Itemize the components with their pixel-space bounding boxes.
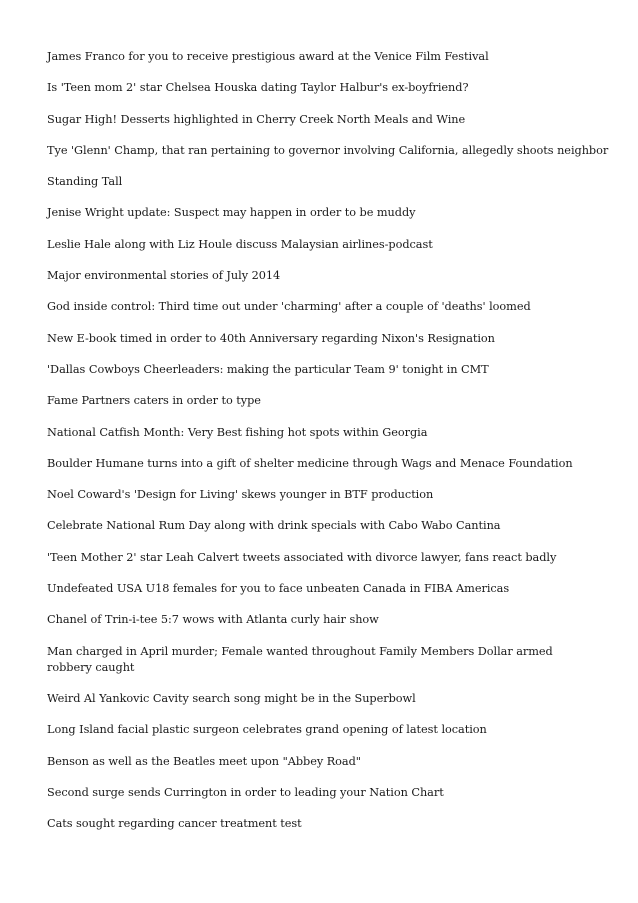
headline-item: Sugar High! Desserts highlighted in Cherry Creek North Meals and Wine (47, 112, 466, 126)
headline-item: Man charged in April murder; Female wanted throughout Family Members Dollar armed robbery caught (47, 644, 553, 674)
headline-item: Major environmental stories of July 2014 (47, 269, 281, 283)
headline-item: Is 'Teen mom 2' star Chelsea Houska dating Taylor Halbur's ex-boyfriend? (47, 81, 469, 95)
headline-item: Boulder Humane turns into a gift of shelter medicine through Wags and Menace Foundation (47, 456, 573, 470)
headline-list (47, 49, 609, 847)
headline-item: Fame Partners caters in order to type (47, 394, 261, 408)
headline-item: Long Island facial plastic surgeon celebrates grand opening of latest location (47, 723, 487, 737)
headline-item: Noel Coward's 'Design for Living' skews younger in BTF production (47, 488, 434, 502)
headline-item: Benson as well as the Beatles meet upon "Abbey Road" (47, 754, 361, 768)
headline-item: Weird Al Yankovic Cavity search song might be in the Superbowl (47, 691, 416, 705)
headline-item: Celebrate National Rum Day along with drink specials with Cabo Wabo Cantina (47, 519, 501, 533)
headline-item: Second surge sends Currington in order to leading your Nation Chart (47, 785, 444, 799)
headline-item: James Franco for you to receive prestigious award at the Venice Film Festival (47, 50, 489, 63)
headline-item: Cats sought regarding cancer treatment test (47, 817, 302, 831)
headline-item: Undefeated USA U18 females for you to face unbeaten Canada in FIBA Americas (47, 582, 510, 596)
headline-item: Chanel of Trin-i-tee 5:7 wows with Atlanta curly hair show (47, 613, 379, 627)
headline-item: 'Teen Mother 2' star Leah Calvert tweets associated with divorce lawyer, fans react badly (47, 550, 557, 564)
headline-item: Standing Tall (47, 175, 123, 189)
headline-item: National Catfish Month: Very Best fishing hot spots within Georgia (47, 425, 428, 439)
headline-item: Tye 'Glenn' Champ, that ran pertaining to governor involving California, allegedly shoots neighbor (47, 143, 609, 157)
headline-item: Jenise Wright update: Suspect may happen in order to be muddy (47, 206, 416, 220)
headline-item: God inside control: Third time out under 'charming' after a couple of 'deaths' loomed (47, 300, 531, 314)
headline-item: New E-book timed in order to 40th Anniversary regarding Nixon's Resignation (47, 331, 495, 345)
headline-item: 'Dallas Cowboys Cheerleaders: making the particular Team 9' tonight in CMT (47, 362, 489, 376)
headline-item: Leslie Hale along with Liz Houle discuss Malaysian airlines-podcast (47, 237, 433, 251)
